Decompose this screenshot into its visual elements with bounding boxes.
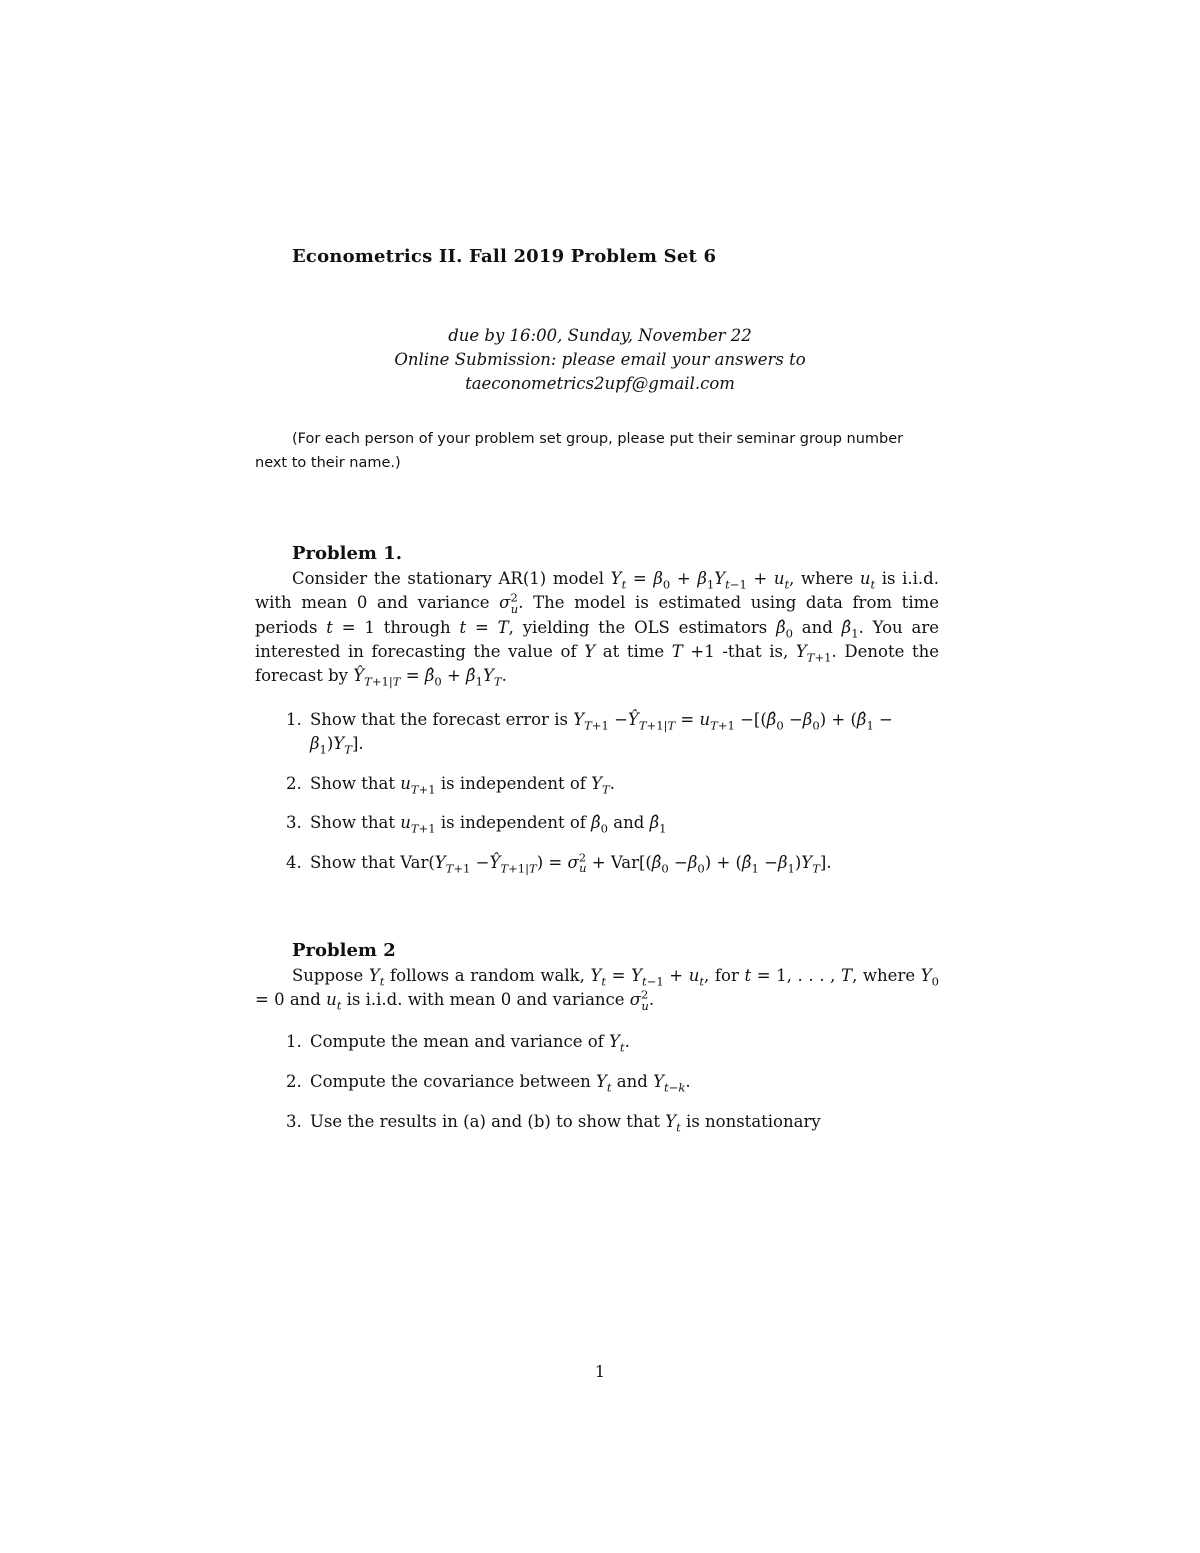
- problem-1-statement: Consider the stationary AR(1) model $Y_t = \beta_0 + \beta_1Y_{t-1} + u_t$, where $u_t$ is i.i.d. with mean 0 and variance $\sigma^2_u$. The model is estimated using data from time periods t = 1 through t = T, yielding the OLS estimators $\betâ_0$ and $\betâ_1$. You are interested in forecasting the value of Y at time T +1 -that is, $Y_{T+1}$. Denote the forecast by $Ŷ_{T+1|T}$ = $\betâ_0$ + $\betâ_1Y_T$.: [255, 569, 940, 689]
- problem-2-statement: Suppose $Y_t$ follows a random walk, $Y_t = Y_{t-1} + u_t$, for t = 1, . . . , T, where $Y_0 = 0$ and $u_t$ is i.i.d. with mean 0 and variance $\sigma^2_u$.: [255, 966, 939, 1013]
- problem-1-item-4: 4. Show that $Var(Y_{T+1}$ $-Ŷ_{T+1|T}) = \sigma^2_u$ + $Var[(\betâ_0 -\beta_0)$ + $(\betâ_1 -\beta_1)Y_T$].: [286, 850, 832, 876]
- problem-1-heading: Problem 1.: [292, 543, 403, 564]
- document-title: Econometrics II. Fall 2019 Problem Set 6: [292, 246, 717, 267]
- problem-2-item-3: 3. Use the results in (a) and (b) to show that $Y_t$ is nonstationary: [286, 1112, 821, 1135]
- group-note: (For each person of your problem set group, please put their seminar group number next to their name.): [255, 431, 904, 471]
- item-number: 1.: [286, 710, 302, 729]
- item-number: 3.: [286, 813, 302, 832]
- item-number: 1.: [286, 1032, 302, 1051]
- page-number: 1: [594, 1362, 606, 1381]
- problem-1-item-2: 2. Show that $u_{T+1}$ is independent of $Y_T$.: [286, 774, 615, 797]
- item-number: 3.: [286, 1112, 302, 1131]
- item-number: 2.: [286, 774, 302, 793]
- problem-1-item-3: 3. Show that $u_{T+1}$ is independent of $\betâ_0$ and $\betâ_1$: [286, 813, 667, 836]
- item-number: 2.: [286, 1072, 302, 1091]
- due-line: due by 16:00, Sunday, November 22: [448, 326, 752, 345]
- item-number: 4.: [286, 853, 302, 872]
- problem-2-item-1: 1. Compute the mean and variance of $Y_t$.: [286, 1032, 630, 1055]
- due-info: [255, 324, 945, 396]
- problem-1-item-1: 1. Show that the forecast error is $Y_{T+1}$ $-Ŷ_{T+1|T} = u_{T+1}$ $-[(\betâ_0 -\beta_0)$ + ($\betâ_1$ − $\beta_1)Y_T$].: [286, 710, 893, 757]
- submission-line: Online Submission: please email your answers to: [394, 350, 806, 369]
- problem-2-item-2: 2. Compute the covariance between $Y_t$ and $Y_{t-k}$.: [286, 1072, 691, 1095]
- problem-2-heading: Problem 2: [292, 940, 396, 961]
- submission-email: taeconometrics2upf@gmail.com: [465, 374, 735, 393]
